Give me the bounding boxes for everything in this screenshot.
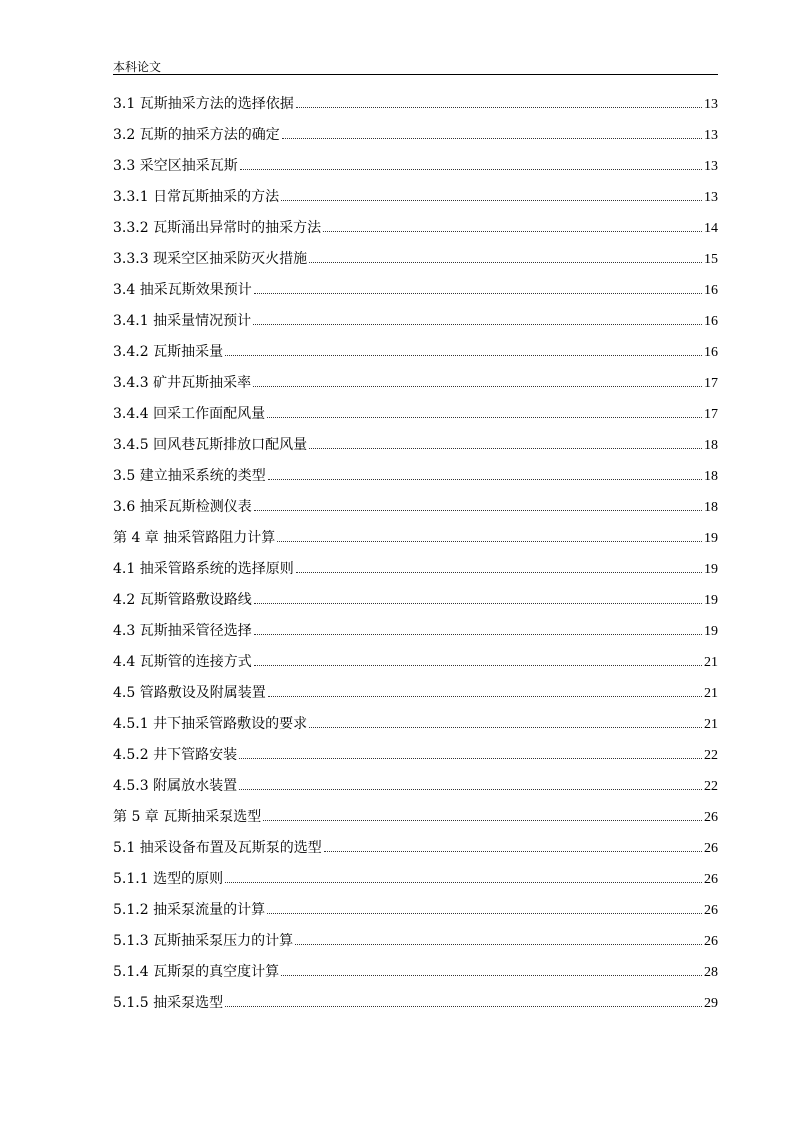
toc-entry[interactable] [113, 774, 718, 805]
toc-entry-title: 4.5.1 井下抽采管路敷设的要求 [113, 716, 308, 732]
toc-entry-title: 5.1.2 抽采泵流量的计算 [113, 902, 266, 918]
toc-entry-page-number: 26 [704, 810, 718, 825]
toc-entry[interactable] [113, 898, 718, 929]
toc-entry-title: 4.1 抽采管路系统的选择原则 [113, 561, 294, 577]
toc-dot-leader [281, 974, 702, 976]
toc-entry-page-number: 21 [704, 655, 718, 670]
toc-entry-title: 3.3 采空区抽采瓦斯 [113, 158, 238, 174]
toc-entry-title: 第 5 章 瓦斯抽采泵选型 [113, 809, 262, 825]
toc-dot-leader [295, 943, 702, 945]
toc-entry[interactable] [113, 619, 718, 650]
toc-dot-leader [267, 416, 702, 418]
toc-entry-page-number: 21 [704, 686, 718, 701]
toc-entry[interactable] [113, 433, 718, 464]
toc-entry-page-number: 29 [704, 996, 718, 1011]
toc-dot-leader [240, 168, 702, 170]
toc-entry-title: 5.1.4 瓦斯泵的真空度计算 [113, 964, 280, 980]
toc-entry-title: 5.1.1 选型的原则 [113, 871, 224, 887]
toc-entry[interactable] [113, 526, 718, 557]
toc-entry[interactable] [113, 495, 718, 526]
toc-entry[interactable] [113, 371, 718, 402]
toc-entry-title: 3.4.5 回风巷瓦斯排放口配风量 [113, 437, 308, 453]
toc-entry-page-number: 16 [704, 314, 718, 329]
toc-entry-page-number: 16 [704, 283, 718, 298]
toc-entry-title: 3.2 瓦斯的抽采方法的确定 [113, 127, 280, 143]
toc-dot-leader [267, 912, 702, 914]
toc-entry[interactable] [113, 712, 718, 743]
toc-entry[interactable] [113, 309, 718, 340]
toc-dot-leader [254, 509, 702, 511]
toc-dot-leader [254, 664, 702, 666]
toc-dot-leader [324, 850, 702, 852]
toc-entry-title: 3.4.3 矿井瓦斯抽采率 [113, 375, 252, 391]
toc-entry-title: 3.4.4 回采工作面配风量 [113, 406, 266, 422]
toc-dot-leader [277, 540, 702, 542]
toc-entry-page-number: 13 [704, 159, 718, 174]
toc-entry[interactable] [113, 836, 718, 867]
running-header: 本科论文 [113, 60, 162, 74]
toc-entry[interactable] [113, 154, 718, 185]
toc-entry[interactable] [113, 278, 718, 309]
toc-entry-title: 4.5.3 附属放水装置 [113, 778, 238, 794]
toc-entry-page-number: 18 [704, 438, 718, 453]
toc-entry-page-number: 15 [704, 252, 718, 267]
toc-entry-title: 3.5 建立抽采系统的类型 [113, 468, 266, 484]
toc-dot-leader [296, 571, 702, 573]
toc-dot-leader [225, 881, 702, 883]
toc-entry[interactable] [113, 681, 718, 712]
toc-entry-title: 3.3.2 瓦斯涌出异常时的抽采方法 [113, 220, 322, 236]
header-rule [113, 74, 718, 75]
toc-entry-page-number: 26 [704, 903, 718, 918]
toc-dot-leader [253, 385, 702, 387]
toc-entry-title: 5.1 抽采设备布置及瓦斯泵的选型 [113, 840, 322, 856]
toc-entry-page-number: 19 [704, 562, 718, 577]
toc-entry[interactable] [113, 123, 718, 154]
toc-entry-page-number: 26 [704, 841, 718, 856]
toc-entry-title: 4.3 瓦斯抽采管径选择 [113, 623, 252, 639]
toc-entry-page-number: 26 [704, 872, 718, 887]
toc-dot-leader [254, 602, 702, 604]
toc-dot-leader [296, 106, 702, 108]
toc-entry-page-number: 18 [704, 500, 718, 515]
toc-entry-title: 3.4.2 瓦斯抽采量 [113, 344, 224, 360]
toc-entry[interactable] [113, 247, 718, 278]
toc-entry[interactable] [113, 464, 718, 495]
toc-entry[interactable] [113, 867, 718, 898]
toc-dot-leader [309, 726, 702, 728]
toc-entry-title: 3.1 瓦斯抽采方法的选择依据 [113, 96, 294, 112]
toc-entry-page-number: 28 [704, 965, 718, 980]
toc-entry-page-number: 17 [704, 407, 718, 422]
toc-entry-title: 第 4 章 抽采管路阻力计算 [113, 530, 276, 546]
toc-entry[interactable] [113, 805, 718, 836]
toc-dot-leader [268, 695, 702, 697]
toc-entry[interactable] [113, 588, 718, 619]
toc-dot-leader [268, 478, 702, 480]
toc-entry[interactable] [113, 92, 718, 123]
toc-entry[interactable] [113, 340, 718, 371]
toc-entry[interactable] [113, 216, 718, 247]
toc-entry[interactable] [113, 402, 718, 433]
toc-dot-leader [254, 633, 702, 635]
toc-entry[interactable] [113, 650, 718, 681]
toc-dot-leader [225, 1005, 702, 1007]
toc-dot-leader [253, 323, 702, 325]
toc-entry-page-number: 22 [704, 779, 718, 794]
toc-entry-title: 3.4.1 抽采量情况预计 [113, 313, 252, 329]
table-of-contents [113, 92, 718, 1022]
toc-entry-title: 4.2 瓦斯管路敷设路线 [113, 592, 252, 608]
toc-entry[interactable] [113, 185, 718, 216]
toc-entry[interactable] [113, 557, 718, 588]
toc-entry-title: 4.4 瓦斯管的连接方式 [113, 654, 252, 670]
toc-entry-page-number: 26 [704, 934, 718, 949]
toc-entry-title: 5.1.3 瓦斯抽采泵压力的计算 [113, 933, 294, 949]
toc-entry-page-number: 16 [704, 345, 718, 360]
toc-dot-leader [282, 137, 702, 139]
toc-entry-page-number: 21 [704, 717, 718, 732]
toc-entry-page-number: 13 [704, 128, 718, 143]
toc-entry-page-number: 14 [704, 221, 718, 236]
toc-entry-page-number: 19 [704, 531, 718, 546]
toc-entry[interactable] [113, 929, 718, 960]
toc-dot-leader [239, 757, 702, 759]
toc-entry-page-number: 13 [704, 97, 718, 112]
toc-entry-title: 3.6 抽采瓦斯检测仪表 [113, 499, 252, 515]
toc-entry-title: 3.3.3 现采空区抽采防灭火措施 [113, 251, 308, 267]
toc-dot-leader [309, 447, 702, 449]
toc-entry-page-number: 19 [704, 624, 718, 639]
toc-entry[interactable] [113, 743, 718, 774]
toc-entry-page-number: 19 [704, 593, 718, 608]
toc-dot-leader [281, 199, 702, 201]
toc-dot-leader [225, 354, 702, 356]
toc-entry-page-number: 22 [704, 748, 718, 763]
toc-entry[interactable] [113, 960, 718, 991]
toc-entry-page-number: 13 [704, 190, 718, 205]
toc-dot-leader [263, 819, 702, 821]
toc-dot-leader [309, 261, 702, 263]
toc-entry-title: 3.4 抽采瓦斯效果预计 [113, 282, 252, 298]
toc-dot-leader [323, 230, 702, 232]
toc-entry-title: 4.5.2 井下管路安装 [113, 747, 238, 763]
toc-entry-title: 3.3.1 日常瓦斯抽采的方法 [113, 189, 280, 205]
toc-entry-page-number: 18 [704, 469, 718, 484]
toc-dot-leader [239, 788, 702, 790]
toc-entry-page-number: 17 [704, 376, 718, 391]
toc-entry[interactable] [113, 991, 718, 1022]
toc-dot-leader [254, 292, 702, 294]
toc-entry-title: 5.1.5 抽采泵选型 [113, 995, 224, 1011]
toc-entry-title: 4.5 管路敷设及附属装置 [113, 685, 266, 701]
